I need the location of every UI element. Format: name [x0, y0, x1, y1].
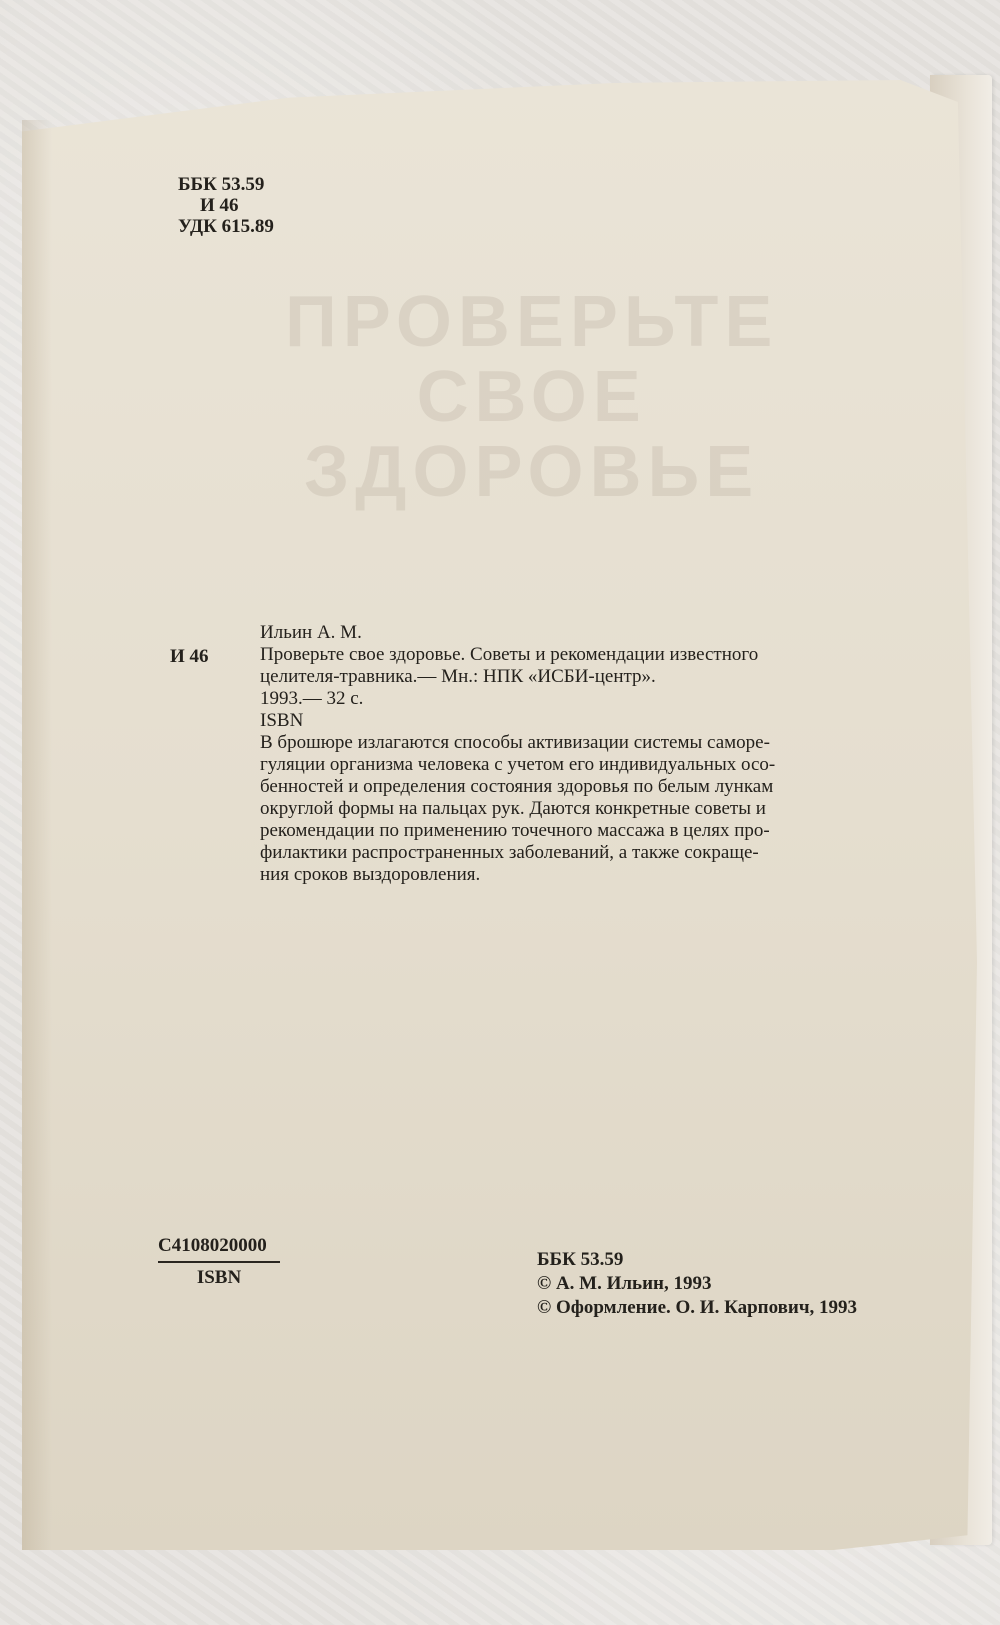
footer-bbk: ББК 53.59 — [537, 1249, 624, 1270]
card-title-line: целителя-травника.— Мн.: НПК «ИСБИ-центр». — [260, 666, 656, 687]
catalog-isbn: ISBN — [196, 1267, 242, 1288]
annotation-line: ния сроков выздоровления. — [260, 864, 481, 885]
annotation-line: рекомендации по применению точечного массажа в целях про- — [260, 820, 770, 841]
card-isbn: ISBN — [260, 710, 304, 731]
catalog-card — [260, 622, 850, 886]
card-title-line: 1993.— 32 с. — [260, 688, 364, 709]
annotation-line: бенностей и определения состояния здоровья по белым лункам — [260, 776, 774, 797]
page-spine-shadow — [22, 120, 52, 1550]
annotation-line: гуляции организма человека с учетом его индивидуальных осо- — [260, 754, 776, 775]
udk-code: УДК 615.89 — [178, 216, 274, 237]
annotation-line: округлой формы на пальцах рук. Даются конкретные советы и — [260, 798, 766, 819]
card-code: И 46 — [170, 646, 209, 667]
copyright-author: © А. М. Ильин, 1993 — [537, 1273, 712, 1294]
copyright-block — [537, 1248, 857, 1320]
copyright-design: © Оформление. О. И. Карпович, 1993 — [537, 1297, 858, 1318]
author-index: И 46 — [200, 195, 239, 216]
card-title-line: Проверьте свое здоровье. Советы и рекомендации известного — [260, 644, 759, 665]
annotation-line: В брошюре излагаются способы активизации системы саморе- — [260, 732, 770, 753]
annotation-line: филактики распространенных заболеваний, а также сокраще- — [260, 842, 759, 863]
card-author: Ильин А. М. — [260, 622, 362, 643]
bbk-code: ББК 53.59 — [178, 174, 265, 195]
show-through-text: ПРОВЕРЬТЕ СВОЕ ЗДОРОВЬЕ — [285, 282, 779, 512]
fraction-rule — [158, 1261, 280, 1263]
catalog-code: С4108020000 — [158, 1235, 267, 1256]
catalog-fraction — [158, 1234, 280, 1289]
classification-block — [178, 174, 274, 237]
